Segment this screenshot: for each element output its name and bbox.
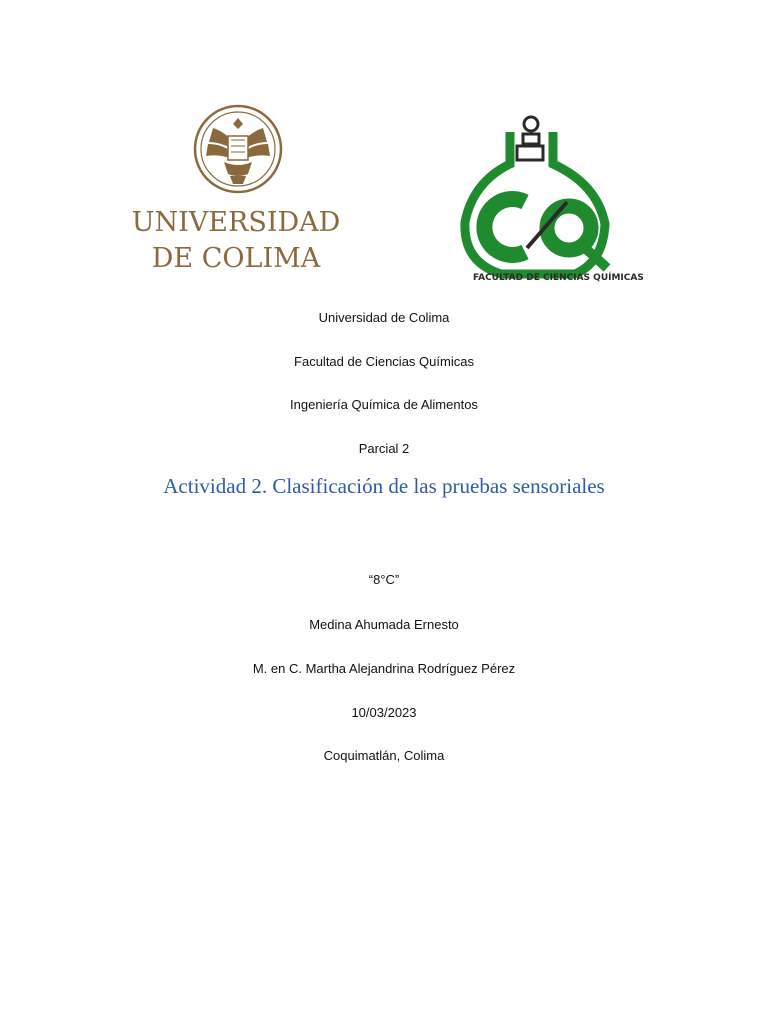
university-name: Universidad de Colima <box>318 310 450 325</box>
wordmark-line2: DE COLIMA <box>151 243 321 274</box>
date-label: 10/03/2023 <box>351 705 417 720</box>
program-name: Ingeniería Química de Alimentos <box>290 397 478 412</box>
facultad-ciencias-quimicas-logo <box>455 112 644 284</box>
place-label: Coquimatlán, Colima <box>323 748 445 763</box>
faculty-name: Facultad de Ciencias Químicas <box>294 354 474 369</box>
group-label: “8°C” <box>368 572 400 587</box>
ring-text: FACULTAD DE CIENCIAS QUÍMICAS <box>473 273 644 283</box>
universidad-de-colima-logo <box>131 104 341 276</box>
document-title: Actividad 2. Clasificación de las pruebas sensoriales <box>163 474 605 498</box>
partial-label: Parcial 2 <box>358 441 410 456</box>
university-seal-icon <box>131 104 341 276</box>
wordmark-line1: UNIVERSIDAD <box>131 207 341 238</box>
student-name: Medina Ahumada Ernesto <box>309 617 459 632</box>
faculty-flask-icon <box>455 112 644 284</box>
teacher-name: M. en C. Martha Alejandrina Rodríguez Pérez <box>252 661 516 676</box>
